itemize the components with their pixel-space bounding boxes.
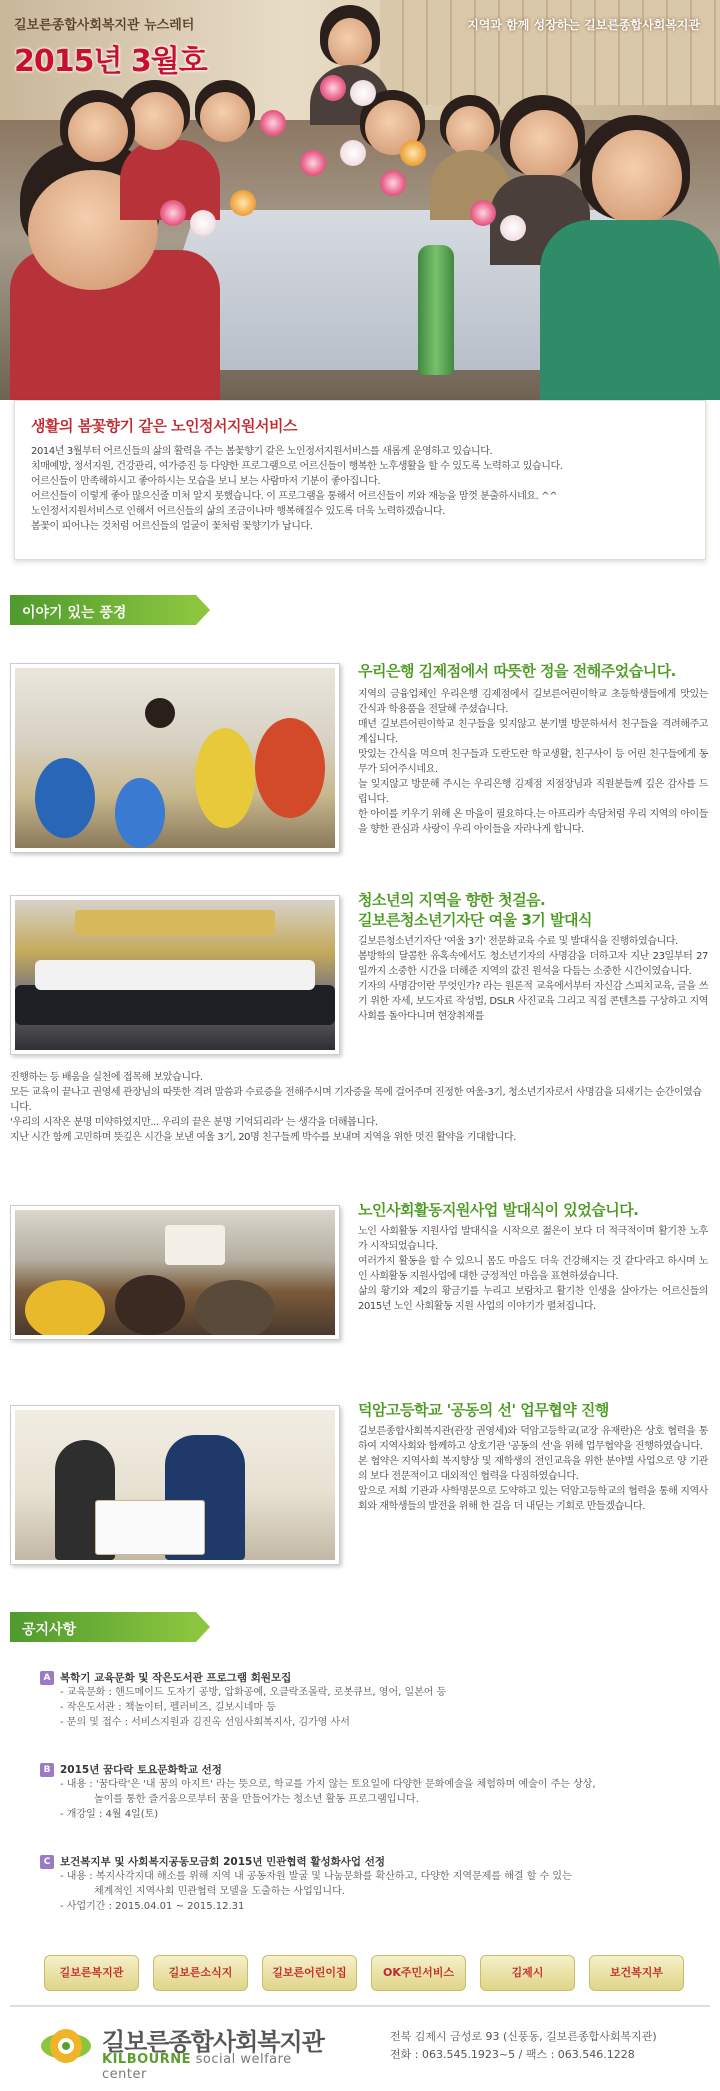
story-subtitle: 길보른청소년기자단 여울 3기 발대식 — [358, 911, 592, 929]
story-title: 덕암고등학교 '공동의 선' 업무협약 진행 — [358, 1401, 609, 1419]
section-label: 공지사항 — [22, 1622, 77, 1638]
story-block — [10, 1200, 710, 1370]
story-photo — [10, 1205, 340, 1340]
notice-badge: B — [40, 1763, 54, 1777]
intro-line: 노인정서지원서비스로 인해서 어르신들의 삶의 조금이나마 행복해질수 있도록 더욱 노력하겠습니다. — [31, 506, 445, 517]
notice-item: A 복학기 교육문화 및 작은도서관 프로그램 회원모집 - 교육문화 : 핸드메이드 도자기 공방, 압화공예, 오클락조몰락, 로봇큐브, 영어, 일본어 등 - 작은도서관 : 책놀이터, 펠러비즈, 길보시네마 등 - 문의 및 접수 : 서비스지원과 김진옥 선임사회복지사, 김가영 사서 — [40, 1670, 700, 1730]
notice-title: 보건복지부 및 사회복지공동모금회 2015년 민관협력 활성화사업 선정 — [60, 1856, 386, 1868]
notice-title: 2015년 꿈다락 토요문화학교 선정 — [60, 1764, 222, 1776]
link-gimje-city[interactable]: 김제시 — [480, 1955, 575, 1991]
notice-title: 복학기 교육문화 및 작은도서관 프로그램 회원모집 — [60, 1672, 292, 1684]
notice-badge: C — [40, 1855, 54, 1869]
newsletter-label: 길보른종합사회복지관 뉴스레터 — [14, 18, 195, 33]
intro-line: 어르신들이 만족해하시고 좋아하시는 모습을 보니 보는 사람마저 기분이 좋아집니다. — [31, 476, 381, 487]
story-photo — [10, 663, 340, 853]
issue-title: 2015년 3월호 — [14, 44, 207, 79]
story-text-wide: 진행하는 등 배움을 실천에 접목해 보았습니다. 모든 교육이 끝나고 권영세 관장님의 따뜻한 격려 말씀과 수료증을 전해주시며 기자증을 목에 걸어주며 진정한 여울-3기, 청소년기자로서 사명감을 되새기는 순간이였습니다. '우리의 시작은 분명 미약하였지만... 우리의 끝은 분명 기억되리라' 는 생각을 더해봅니다. 지난 시간 함께 고민하며 뜻깊은 시간을 보낸 여울 3기, 20명 친구들께 박수를 보내며 지역을 위한 멋진 활약을 기대합니다. — [10, 1072, 702, 1143]
section-label: 이야기 있는 풍경 — [22, 605, 127, 621]
link-buttons — [44, 1955, 684, 1995]
notice-item: C 보건복지부 및 사회복지공동모금회 2015년 민관협력 활성화사업 선정 - 내용 : 복지사각지대 해소를 위해 지역 내 공동자원 발굴 및 나눔문화를 확산하고, 다양한 지역문제를 해결 할 수 있는 체계적인 지역사회 민관협력 모델을 도출하는 사업입니다. - 사업기간 : 2015.04.01 ~ 2015.12.31 — [40, 1854, 700, 1914]
story-text: 지역의 금융업체인 우리은행 김제점에서 길보른어린이학교 초등학생들에게 맛있는 간식과 학용품을 전달해 주셨습니다. 매년 길보른어린이학교 친구들을 잊지않고 분기별 방문하셔서 친구들을 격려해주고 계십니다. 맛있는 간식을 먹으며 친구들과 도란도란 학교생활, 친구사이 등 어린 친구들에게 동무가 되어주시네요. 늘 잊지않고 방문해 주시는 우리은행 김제점 지점장님과 직원분들께 깊은 감사를 드립니다. 한 아이를 키우기 위해 온 마을이 필요하다.는 아프리카 속담처럼 우리 지역의 아이들을 향한 관심과 사랑이 우리 아이들을 자라나게 합니다. — [358, 689, 708, 835]
notice-badge: A — [40, 1671, 54, 1685]
link-ok-service[interactable]: OK주민서비스 — [371, 1955, 466, 1991]
footer-logo — [40, 2020, 340, 2082]
story-text: 길보른종합사회복지관(관장 권영세)와 덕암고등학교(교장 유재란)은 상호 협력을 통하여 지역사회와 함께하고 상호기관 '공동의 선'을 위해 업무협약을 진행하였습니다. 본 협약은 지역사회 복지향상 및 재학생의 전인교육을 위한 분야별 사업으로 양 기관의 보다 전문적이고 대외적인 협력을 다짐하였습니다. 앞으로 저희 기관과 사학명문으로 도약하고 있는 덕암고등학교의 협력을 통해 지역사회와 재학생들의 발전을 위해 한 걸음 더 내딛는 기회로 만들겠습니다. — [358, 1426, 708, 1512]
story-title: 청소년의 지역을 향한 첫걸음. — [358, 891, 546, 909]
link-daycare[interactable]: 길보른어린이집 — [262, 1955, 357, 1991]
kilbourne-logo-icon — [40, 2026, 92, 2066]
org-name-korean: 길보른종합사회복지관 — [102, 2028, 324, 2056]
story-text: 노인 사회활동 지원사업 발대식을 시작으로 젊은이 보다 더 적극적이며 활기찬 노후가 시작되었습니다. 여러가지 활동을 할 수 있으니 몸도 마음도 더욱 건강해지는 것 같다'라고 하시며 노인 사회활동 지원사업에 대한 긍정적인 마음을 표현하셨습니다. 삶의 황기와 제2의 황금기를 누리고 보람차고 활기찬 인생을 살아가는 어르신들의 2015년 노인 사회활동 지원 사업의 이야기가 펼쳐집니다. — [358, 1226, 708, 1312]
slogan: 지역과 함께 성장하는 길보른종합사회복지관 — [467, 18, 700, 32]
story-photo — [10, 1405, 340, 1565]
section-header-notices — [10, 1612, 196, 1642]
intro-box — [14, 400, 706, 560]
intro-line: 2014년 3월부터 어르신들의 삶의 활력을 주는 봄꽃향기 같은 노인정서지원서비스를 새롭게 운영하고 있습니다. — [31, 446, 493, 457]
intro-line: 어르신들이 이렇게 좋아 많으신줄 미처 알지 못했습니다. 이 프로그램을 통해서 어르신들이 끼와 재능을 맘껏 분출하시네요. ^^ — [31, 491, 558, 502]
hero-photo — [0, 0, 720, 400]
footer-divider — [10, 2005, 710, 2007]
story-title: 우리은행 김제점에서 따뜻한 정을 전해주었습니다. — [358, 662, 676, 680]
story-title: 노인사회활동지원사업 발대식이 있었습니다. — [358, 1201, 639, 1219]
intro-title: 생활의 봄꽃향기 같은 노인정서지원서비스 — [31, 417, 297, 435]
intro-line: 봄꽃이 피어나는 것처럼 어르신들의 얼굴이 꽃처럼 꽃향기가 납니다. — [31, 521, 313, 532]
link-newsletter[interactable]: 길보른소식지 — [153, 1955, 248, 1991]
story-block — [10, 1400, 710, 1580]
address: 전북 김제시 금성로 93 (신풍동, 길보른종합사회복지관) — [390, 2030, 657, 2043]
notice-item: B 2015년 꿈다락 토요문화학교 선정 - 내용 : '꿈다락'은 '내 꿈의 아지트' 라는 뜻으로, 학교를 가지 않는 토요일에 다양한 문화예술을 체험하며 예술이 주는 상상, 놀이를 통한 즐거움으로부터 꿈을 만들어가는 청소년 활동 프로그램입니다. - 개강일 : 4월 4일(토) — [40, 1762, 700, 1822]
intro-line: 치매예방, 정서지원, 건강관리, 여가증진 등 다양한 프로그램으로 어르신들이 행복한 노후생활을 할 수 있도록 노력하고 있습니다. — [31, 461, 563, 472]
link-kilbourne-center[interactable]: 길보른복지관 — [44, 1955, 139, 1991]
phone-fax: 전화 : 063.545.1923~5 / 팩스 : 063.546.1228 — [390, 2048, 635, 2061]
story-photo — [10, 895, 340, 1055]
link-ministry-health[interactable]: 보건복지부 — [589, 1955, 684, 1991]
story-text: 길보른청소년기자단 '여울 3기' 전문화교육 수료 및 발대식을 진행하였습니다. 봄방학의 달콤한 유혹속에서도 청소년기자의 사명감을 더하고자 지난 23일부터 27일까지 소중한 시간을 더해준 지역의 값진 원석을 다듬는 소중한 시간이였습니다. 기자의 사명감이란 무엇인가? 라는 원론적 교육에서부터 자신감 스피치교육, 글을 쓰기 위한 자세, 보도자료 작성법, DSLR 사진교육 그리고 직접 콘텐츠를 구상하고 지역사회를 돌아다니며 현장취재를 — [358, 936, 708, 1022]
section-header-stories — [10, 595, 196, 625]
contact-info — [390, 2028, 657, 2064]
story-block — [10, 890, 710, 1190]
notice-list — [10, 1670, 710, 1940]
org-name-english: KILBOURNE social welfare center — [102, 2052, 292, 2082]
story-block — [10, 655, 710, 865]
